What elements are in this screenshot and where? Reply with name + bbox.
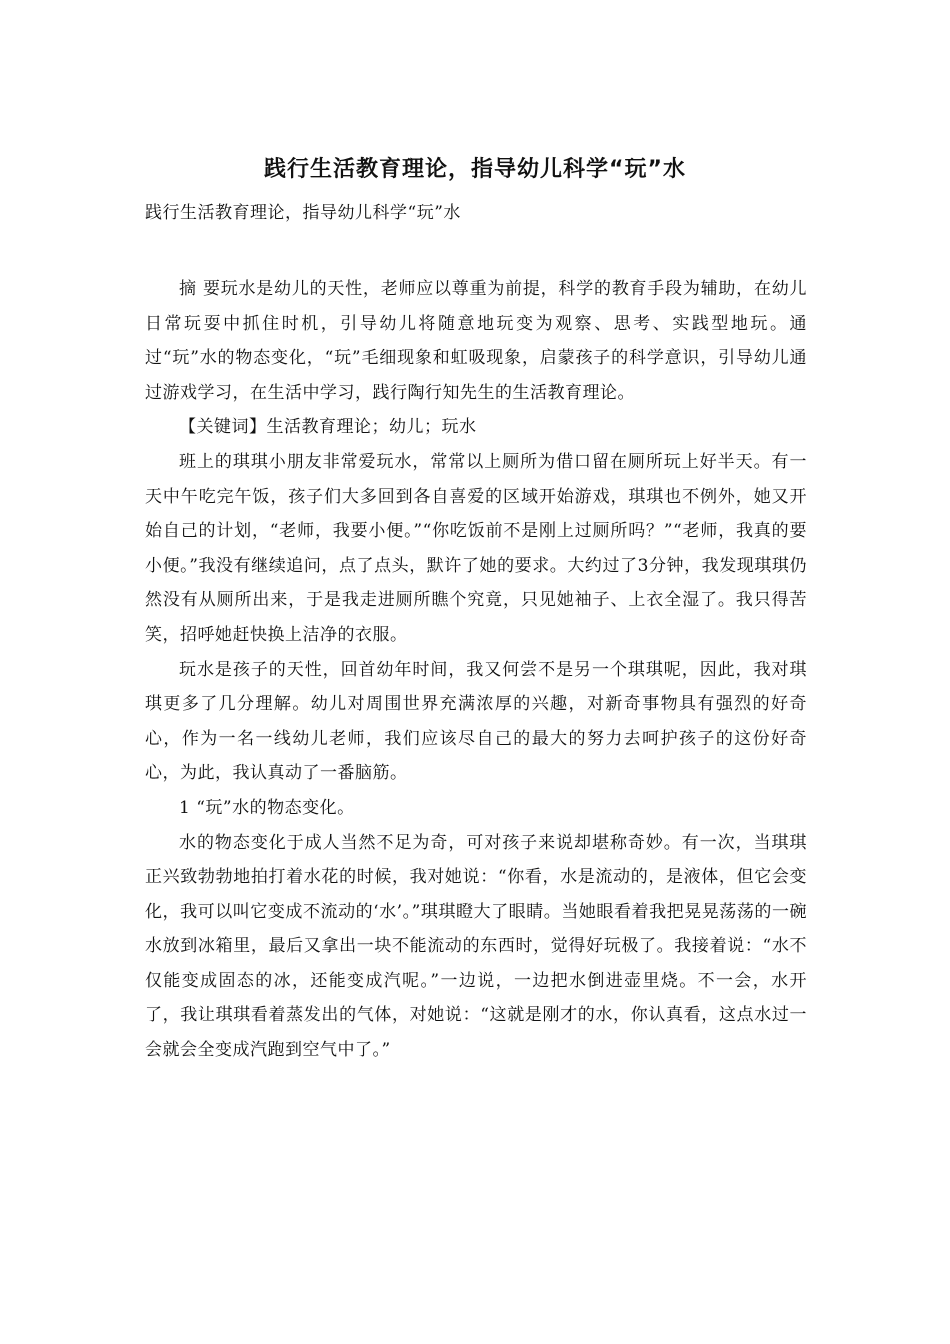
body-paragraph: 水的物态变化于成人当然不足为奇，可对孩子来说却堪称奇妙。有一次，当琪琪正兴致勃勃地拍打着水花的时候，我对她说：“你看，水是流动的，是液体，但它会变化，我可以叫它变成不流动的‘水’。”琪琪瞪大了眼睛。当她眼看着我把晃晃荡荡的一碗水放到冰箱里，最后又拿出一块不能流动的东西时，觉得好玩极了。我接着说：“水不仅能变成固态的冰，还能变成汽呢。”一边说，一边把水倒进壶里烧。不一会，水开了，我让琪琪看着蒸发出的气体，对她说：“这就是刚才的水，你认真看，这点水过一会就会全变成汽跑到空气中了。” xyxy=(145,832,807,1061)
keywords-paragraph: 【关键词】生活教育理论；幼儿；玩水 xyxy=(179,417,477,438)
document-body xyxy=(145,272,807,1068)
section-heading: 1 “玩”水的物态变化。 xyxy=(179,797,355,818)
document-subtitle: 践行生活教育理论，指导幼儿科学“玩”水 xyxy=(145,203,461,223)
abstract-paragraph: 摘 要玩水是幼儿的天性，老师应以尊重为前提，科学的教育手段为辅助，在幼儿日常玩耍中抓住时机，引导幼儿将随意地玩变为观察、思考、实践型地玩。通过“玩”水的物态变化，“玩”毛细现象和虹吸现象，启蒙孩子的科学意识，引导幼儿通过游戏学习，在生活中学习，践行陶行知先生的生活教育理论。 xyxy=(145,279,807,403)
body-paragraph: 班上的琪琪小朋友非常爱玩水，常常以上厕所为借口留在厕所玩上好半天。有一天中午吃完午饭，孩子们大多回到各自喜爱的区域开始游戏，琪琪也不例外，她又开始自己的计划，“老师，我要小便。”“你吃饭前不是刚上过厕所吗？”“老师，我真的要小便。”我没有继续追问，点了点头，默许了她的要求。大约过了3分钟，我发现琪琪仍然没有从厕所出来，于是我走进厕所瞧个究竟，只见她袖子、上衣全湿了。我只得苦笑，招呼她赶快换上洁净的衣服。 xyxy=(145,451,807,645)
document-title: 践行生活教育理论，指导幼儿科学“玩”水 xyxy=(264,157,686,182)
body-paragraph: 玩水是孩子的天性，回首幼年时间，我又何尝不是另一个琪琪呢，因此，我对琪琪更多了几分理解。幼儿对周围世界充满浓厚的兴趣，对新奇事物具有强烈的好奇心，作为一名一线幼儿老师，我们应该尽自己的最大的努力去呵护孩子的这份好奇心，为此，我认真动了一番脑筋。 xyxy=(145,659,807,784)
